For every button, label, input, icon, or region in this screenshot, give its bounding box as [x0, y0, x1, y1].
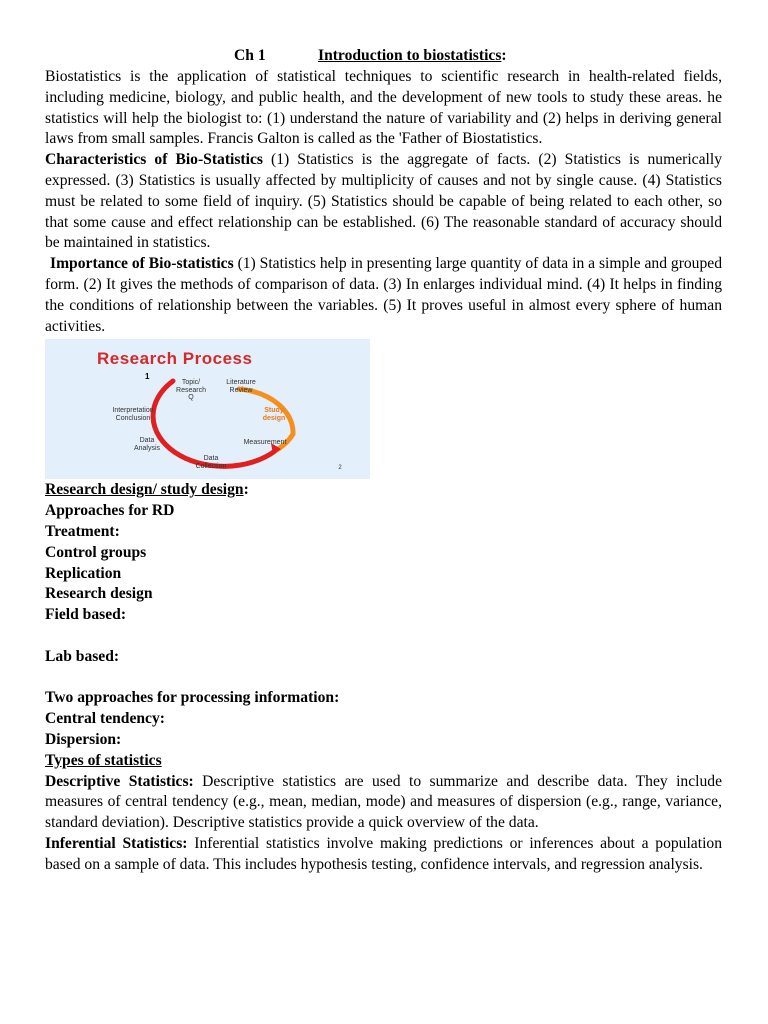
research-design-heading-text: Research design/ study design	[45, 481, 244, 499]
inferential-label: Inferential Statistics:	[45, 834, 188, 852]
rd-item-replication: Replication	[45, 564, 122, 582]
blank-line	[45, 626, 722, 647]
rd-item-approaches: Approaches for RD	[45, 502, 175, 520]
step-literature-review: Literature Review	[226, 379, 256, 394]
chapter-heading-colon: :	[501, 47, 507, 64]
rd-item-research-design: Research design	[45, 585, 153, 603]
research-process-figure	[45, 339, 370, 479]
descriptive-label: Descriptive Statistics:	[45, 772, 194, 790]
importance-text: (1) Statistics help in presenting large quantity of data in a simple and grouped form. (2) It gives the methods of comparison of data. (3) In enlarges individual mind. (4) It helps in finding the conditions of relationship between the variables. (5) It proves useful in almost every sphere of human activities.	[45, 255, 722, 335]
step-interpretation: Interpretation Conclusion	[112, 407, 154, 422]
chapter-heading-wrap	[318, 46, 507, 67]
research-design-heading-colon: :	[243, 481, 249, 499]
descriptive-paragraph	[45, 772, 722, 834]
step-topic: Topic/ Research Q	[176, 379, 206, 402]
research-design-heading	[45, 480, 722, 501]
characteristics-label: Characteristics of Bio-Statistics	[45, 151, 263, 169]
importance-label: Importance of Bio-statistics	[50, 255, 234, 273]
processing-central-tendency: Central tendency:	[45, 710, 165, 728]
inferential-paragraph	[45, 834, 722, 876]
processing-heading: Two approaches for processing information:	[45, 689, 340, 707]
chapter-heading: Introduction to biostatistics	[318, 47, 502, 64]
types-heading: Types of statistics	[45, 751, 162, 769]
rd-item-treatment: Treatment:	[45, 522, 120, 540]
step-study-design: Study design	[262, 407, 286, 422]
figure-page-mark: 2	[338, 465, 342, 472]
rd-item-lab-based: Lab based:	[45, 647, 120, 665]
step-data-collection: Data Collection	[195, 455, 227, 470]
figure-title: Research Process	[97, 349, 253, 369]
chapter-number: Ch 1	[234, 47, 266, 64]
step-data-analysis: Data Analysis	[133, 437, 161, 452]
rd-item-control-groups: Control groups	[45, 543, 147, 561]
characteristics-text: (1) Statistics is the aggregate of facts. (2) Statistics is numerically expressed. (3) Statistics is usually affected by multiplicity of causes and not by single cause. (4) Statistics must be related to some field of inquiry. (5) Statistics should be capable of being related to each other, so that some cause and effect relationship can be established. (6) The reasonable standard of accuracy should be maintained in statistics.	[45, 151, 722, 252]
processing-dispersion: Dispersion:	[45, 730, 122, 748]
importance-paragraph	[45, 254, 722, 337]
step-measurement: Measurement	[243, 439, 287, 447]
chapter-title	[45, 46, 722, 67]
descriptive-text: Descriptive statistics are used to summarize and describe data. They include measures of central tendency (e.g., mean, median, mode) and measures of dispersion (e.g., range, variance, standard deviation). Descriptive statistics provide a quick overview of the data.	[45, 772, 722, 832]
intro-paragraph: Biostatistics is the application of statistical techniques to scientific research in health-related fields, including medicine, biology, and public health, and the development of new tools to study these areas. he statistics will help the biologist to: (1) understand the nature of variability and (2) helps in deriving general laws from small samples. Francis Galton is called as the 'Father of Biostatistics.	[45, 68, 722, 148]
rd-item-field-based: Field based:	[45, 606, 127, 624]
characteristics-paragraph	[45, 150, 722, 254]
document-content	[45, 46, 722, 876]
blank-line	[45, 668, 722, 689]
inferential-text: Inferential statistics involve making predictions or inferences about a population based on a sample of data. This includes hypothesis testing, confidence intervals, and regression analysis.	[45, 834, 722, 873]
figure-step-number: 1	[145, 372, 150, 382]
